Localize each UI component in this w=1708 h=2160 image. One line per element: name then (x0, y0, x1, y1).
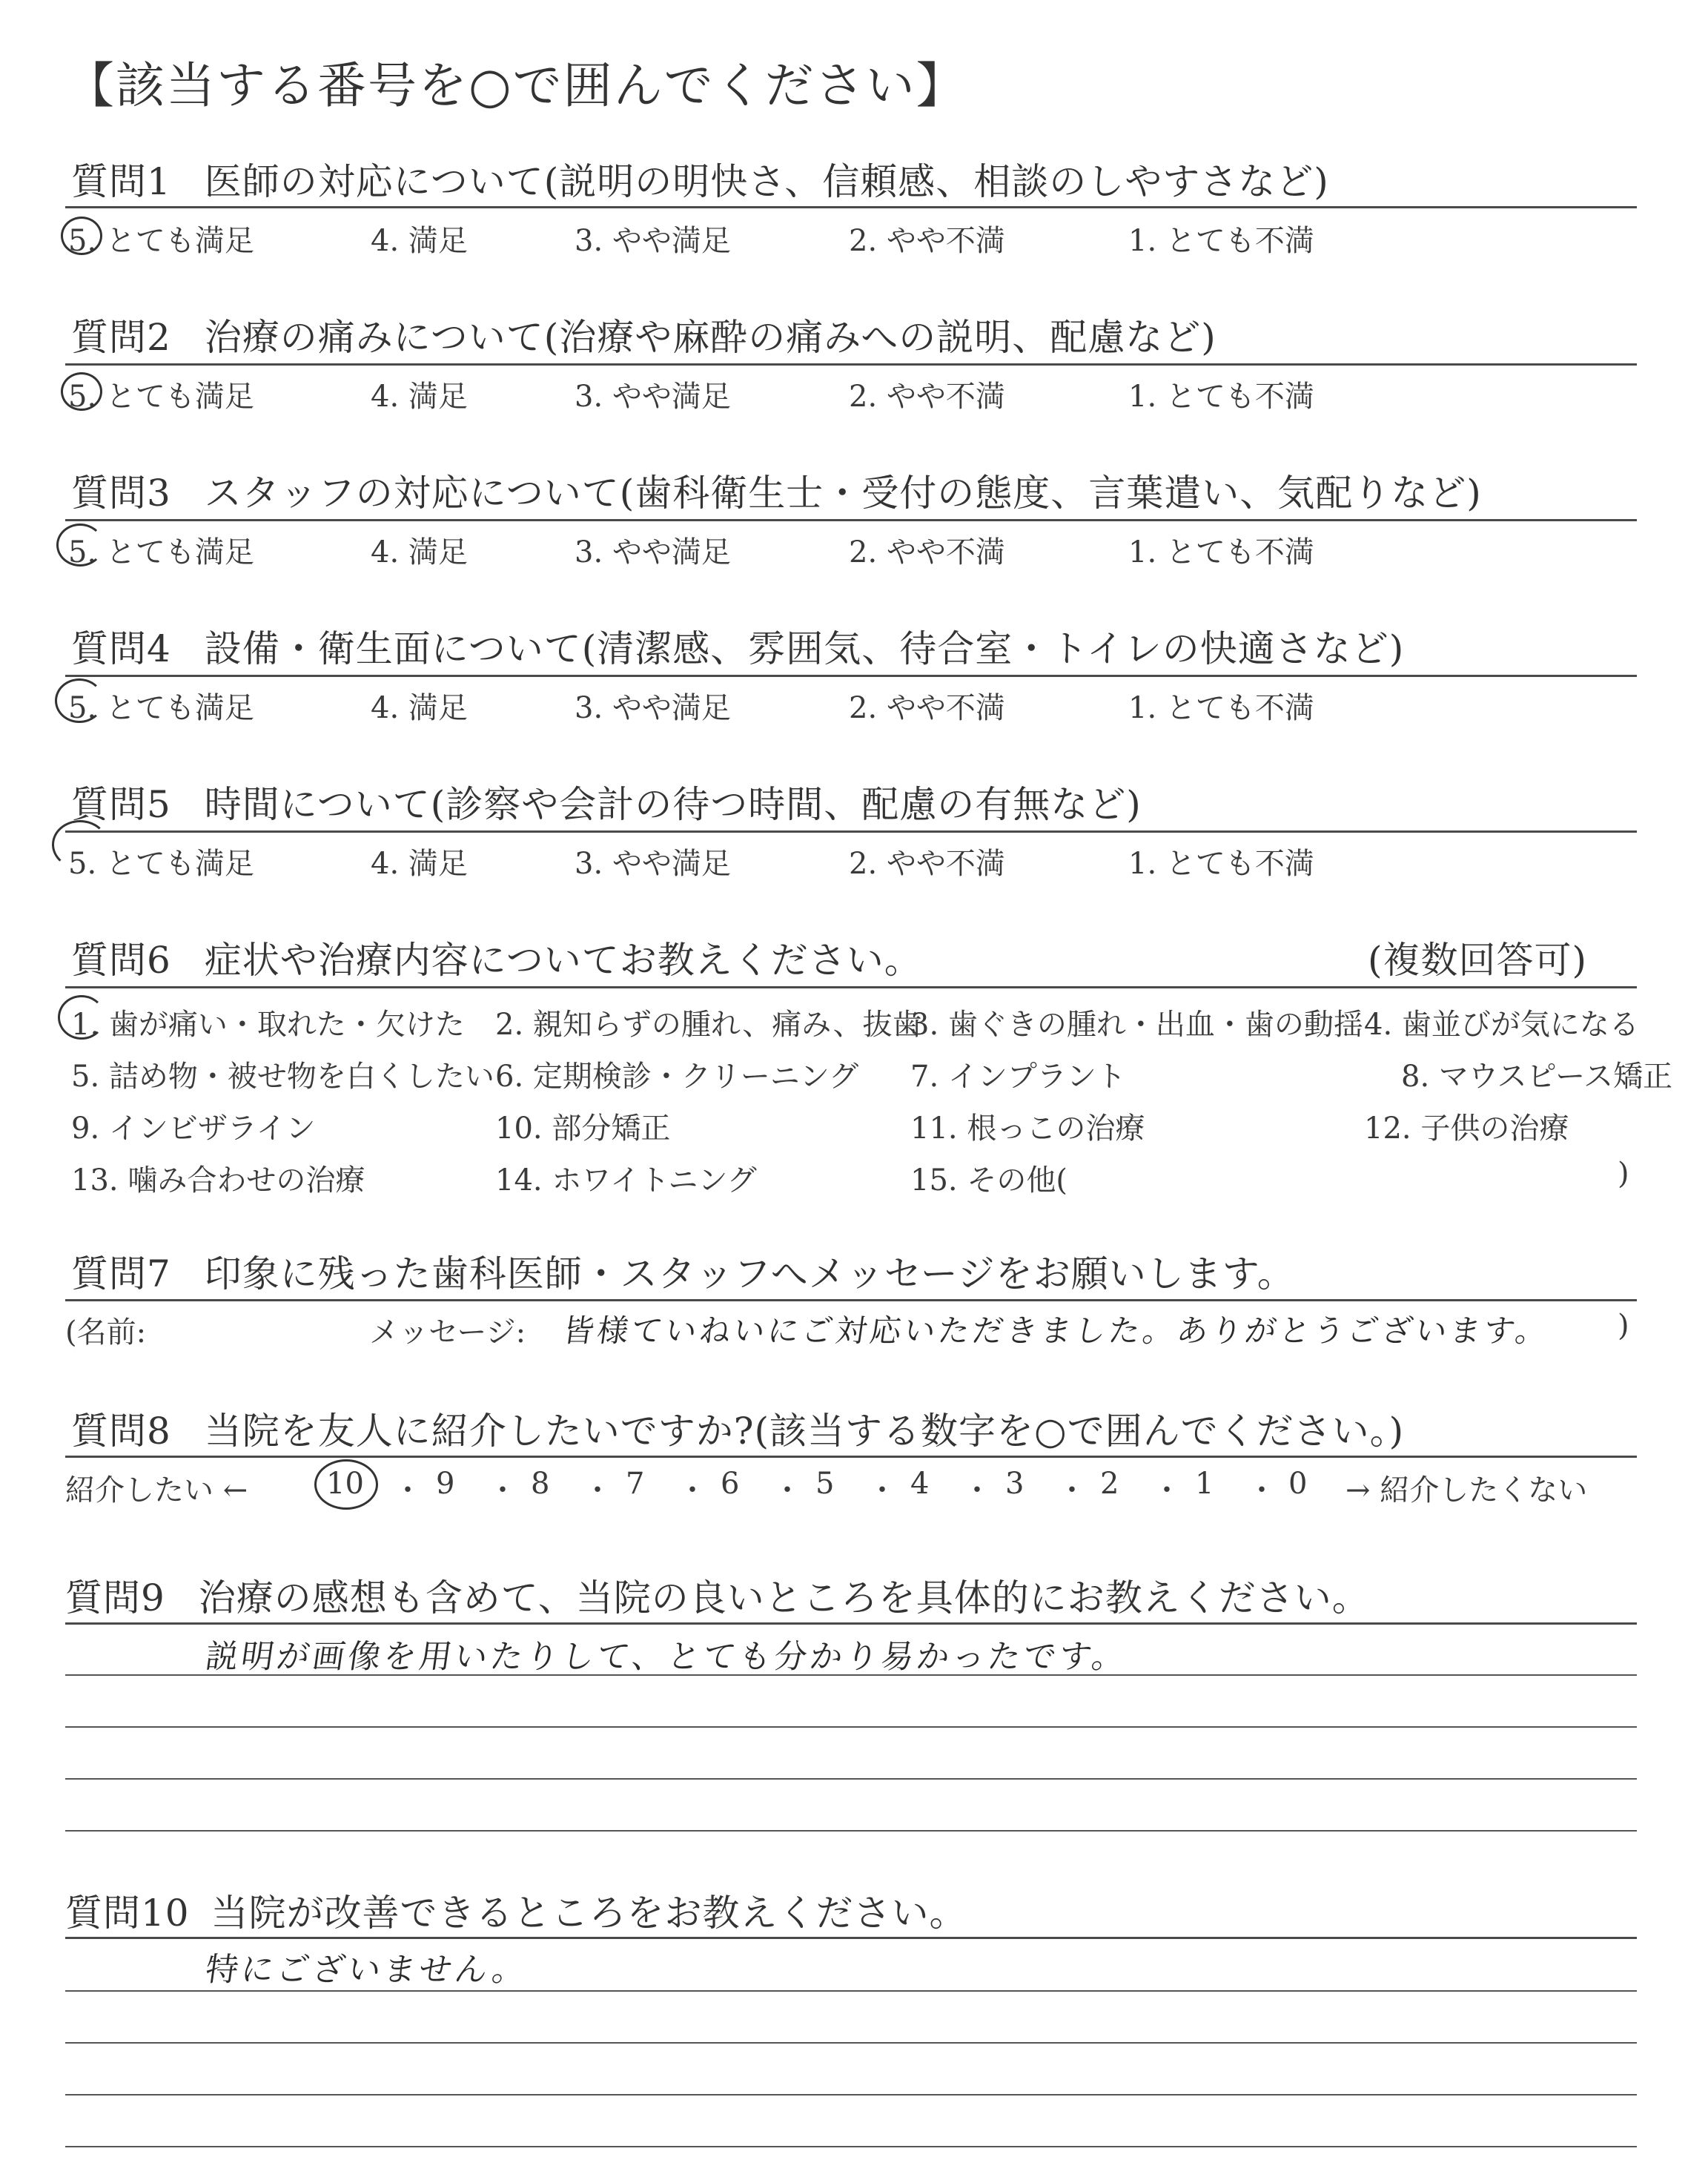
q4-selection-circle (55, 678, 104, 723)
q8-scale-0[interactable]: 0 (1288, 1467, 1308, 1501)
q3-option-1[interactable]: 1. とても不満 (1128, 535, 1314, 569)
q4-option-3[interactable]: 3. やや満足 (575, 691, 731, 725)
q6-option-1[interactable]: 1. 歯が痛い・取れた・欠けた (71, 1008, 465, 1042)
q7-name-label: (名前: (65, 1315, 147, 1350)
q9-answer-line (65, 1830, 1637, 1832)
q6-option-8[interactable]: 8. マウスピース矯正 (1401, 1060, 1673, 1094)
q8-scale-9[interactable]: 9 (436, 1467, 455, 1501)
q2-option-2[interactable]: 2. やや不満 (849, 380, 1005, 414)
question-2-text: 治療の痛みについて(治療や麻酔の痛みへの説明、配慮など) (204, 316, 1217, 359)
q8-scale-8[interactable]: 8 (531, 1467, 550, 1501)
q6-option-4[interactable]: 4. 歯並びが気になる (1364, 1008, 1639, 1042)
q1-selection-circle (61, 217, 102, 255)
q3-option-3[interactable]: 3. やや満足 (575, 535, 731, 569)
question-10-heading (65, 1883, 967, 1937)
question-9-text: 治療の感想も含めて、当院の良いところを具体的にお教えください。 (198, 1576, 1370, 1619)
q8-scale-5[interactable]: 5 (815, 1467, 835, 1501)
q6-option-9[interactable]: 9. インビザライン (71, 1112, 316, 1146)
q9-answer-line (65, 1674, 1637, 1676)
question-1-text: 医師の対応について(説明の明快さ、信頼感、相談のしやすさなど) (204, 160, 1329, 203)
question-2-rule (65, 363, 1637, 366)
q1-option-1[interactable]: 1. とても不満 (1128, 224, 1314, 258)
q10-answer-line (65, 2042, 1637, 2044)
question-7-heading (71, 1244, 1295, 1298)
q5-selection-circle (52, 820, 108, 869)
question-3-text: スタッフの対応について(歯科衛生士・受付の態度、言葉遣い、気配りなど) (204, 472, 1482, 515)
q4-option-5[interactable]: 5. とても満足 (68, 691, 254, 725)
q10-answer-line (65, 2094, 1637, 2095)
q8-sep: ・ (1057, 1473, 1087, 1507)
q2-selection-circle (61, 372, 102, 411)
q6-other-close-paren: ) (1618, 1157, 1629, 1191)
q6-option-3[interactable]: 3. 歯ぐきの腫れ・出血・歯の動揺 (910, 1008, 1363, 1042)
q4-option-1[interactable]: 1. とても不満 (1128, 691, 1314, 725)
q5-option-4[interactable]: 4. 満足 (371, 847, 468, 881)
q6-option-11[interactable]: 11. 根っこの治療 (910, 1112, 1145, 1146)
page-title: 【該当する番号を○で囲んでください】 (65, 57, 967, 114)
q8-scale-2[interactable]: 2 (1100, 1467, 1119, 1501)
q6-selection-circle (58, 995, 105, 1040)
q6-option-6[interactable]: 6. 定期検診・クリーニング (495, 1060, 859, 1094)
q6-option-12[interactable]: 12. 子供の治療 (1364, 1112, 1569, 1146)
question-1-rule (65, 206, 1637, 208)
question-8-heading (71, 1401, 1404, 1455)
q5-option-5[interactable]: 5. とても満足 (68, 847, 254, 881)
q8-sep: ・ (583, 1473, 612, 1507)
question-7-text: 印象に残った歯科医師・スタッフへメッセージをお願いします。 (204, 1252, 1295, 1295)
q4-option-2[interactable]: 2. やや不満 (849, 691, 1005, 725)
question-6-note: (複数回答可) (1368, 939, 1588, 982)
q6-option-7[interactable]: 7. インプラント (910, 1060, 1126, 1094)
question-4-text: 設備・衛生面について(清潔感、雰囲気、待合室・トイレの快適さなど) (204, 627, 1405, 670)
question-2-heading (71, 308, 1217, 361)
q8-scale-7[interactable]: 7 (626, 1467, 645, 1501)
q7-close-paren: ) (1618, 1309, 1629, 1343)
question-1-heading (71, 152, 1329, 205)
question-3-heading (71, 463, 1482, 517)
question-6-label: 質問6 (71, 939, 171, 982)
q8-scale-10[interactable]: 10 (326, 1467, 364, 1501)
q10-answer-line (65, 2146, 1637, 2147)
q8-sep: ・ (1152, 1473, 1182, 1507)
question-5-heading (71, 775, 1142, 828)
question-10-rule (65, 1937, 1637, 1939)
q5-option-3[interactable]: 3. やや満足 (575, 847, 731, 881)
q7-message-label: メッセージ: (369, 1315, 526, 1350)
question-3-rule (65, 519, 1637, 521)
q2-option-1[interactable]: 1. とても不満 (1128, 380, 1314, 414)
q2-option-4[interactable]: 4. 満足 (371, 380, 468, 414)
q8-scale-1[interactable]: 1 (1195, 1467, 1214, 1501)
question-5-label: 質問5 (71, 783, 171, 826)
q8-sep: ・ (962, 1473, 992, 1507)
q6-option-5[interactable]: 5. 詰め物・被せ物を白くしたい (71, 1060, 494, 1094)
q4-option-4[interactable]: 4. 満足 (371, 691, 468, 725)
q8-sep: ・ (1247, 1473, 1277, 1507)
question-4-heading (71, 619, 1404, 673)
q6-option-2[interactable]: 2. 親知らずの腫れ、痛み、抜歯 (495, 1008, 922, 1042)
q1-option-2[interactable]: 2. やや不満 (849, 224, 1005, 258)
question-1-label: 質問1 (71, 160, 171, 203)
q8-sep: ・ (867, 1473, 897, 1507)
question-6-heading (71, 931, 922, 984)
q8-scale-3[interactable]: 3 (1005, 1467, 1025, 1501)
q6-option-15[interactable]: 15. その他( (910, 1163, 1068, 1198)
q9-answer-line (65, 1778, 1637, 1780)
q9-answer-line (65, 1726, 1637, 1728)
question-3-label: 質問3 (71, 472, 171, 515)
q8-sep: ・ (772, 1473, 802, 1507)
q7-message-handwritten[interactable]: 皆様ていねいにご対応いただきました。ありがとうございます。 (560, 1312, 1552, 1349)
q1-option-4[interactable]: 4. 満足 (371, 224, 468, 258)
q3-option-2[interactable]: 2. やや不満 (849, 535, 1005, 569)
question-8-rule (65, 1456, 1637, 1458)
q8-sep: ・ (393, 1473, 423, 1507)
q10-answer-line (65, 1990, 1637, 1992)
question-9-label: 質問9 (65, 1576, 165, 1619)
q3-selection-circle (56, 524, 104, 567)
question-9-rule (65, 1622, 1637, 1625)
q8-right-label: → 紹介したくない (1345, 1473, 1588, 1507)
question-2-label: 質問2 (71, 316, 171, 359)
question-5-rule (65, 830, 1637, 833)
q5-option-2[interactable]: 2. やや不満 (849, 847, 1005, 881)
q9-answer-handwritten[interactable]: 説明が画像を用いたりして、とても分かり易かったです。 (202, 1638, 1131, 1676)
question-6-text: 症状や治療内容についてお教えください。 (204, 939, 922, 982)
q8-scale-6[interactable]: 6 (721, 1467, 740, 1501)
q8-selection-circle (314, 1459, 378, 1510)
q3-option-5[interactable]: 5. とても満足 (68, 535, 254, 569)
q1-option-5[interactable]: 5. とても満足 (68, 224, 254, 258)
question-4-rule (65, 675, 1637, 677)
q2-option-5[interactable]: 5. とても満足 (68, 380, 254, 414)
question-5-text: 時間について(診察や会計の待つ時間、配慮の有無など) (204, 783, 1142, 826)
q8-sep: ・ (678, 1473, 707, 1507)
question-10-text: 当院が改善できるところをお教えください。 (211, 1892, 967, 1935)
q8-sep: ・ (488, 1473, 517, 1507)
question-7-label: 質問7 (71, 1252, 171, 1295)
q3-option-4[interactable]: 4. 満足 (371, 535, 468, 569)
q5-option-1[interactable]: 1. とても不満 (1128, 847, 1314, 881)
question-4-label: 質問4 (71, 627, 171, 670)
question-9-heading (65, 1568, 1370, 1622)
q10-answer-handwritten[interactable]: 特にございません。 (202, 1951, 531, 1989)
question-6-rule (65, 986, 1637, 988)
q6-option-13[interactable]: 13. 噛み合わせの治療 (71, 1163, 365, 1198)
question-8-text: 当院を友人に紹介したいですか?(該当する数字を○で囲んでください。) (204, 1410, 1405, 1453)
q8-scale-4[interactable]: 4 (910, 1467, 930, 1501)
question-8-label: 質問8 (71, 1410, 171, 1453)
q8-left-label: 紹介したい ← (65, 1473, 248, 1507)
q6-option-10[interactable]: 10. 部分矯正 (495, 1112, 671, 1146)
question-10-label: 質問10 (65, 1892, 190, 1935)
question-7-rule (65, 1299, 1637, 1301)
q6-option-14[interactable]: 14. ホワイトニング (495, 1163, 757, 1198)
q2-option-3[interactable]: 3. やや満足 (575, 380, 731, 414)
q1-option-3[interactable]: 3. やや満足 (575, 224, 731, 258)
